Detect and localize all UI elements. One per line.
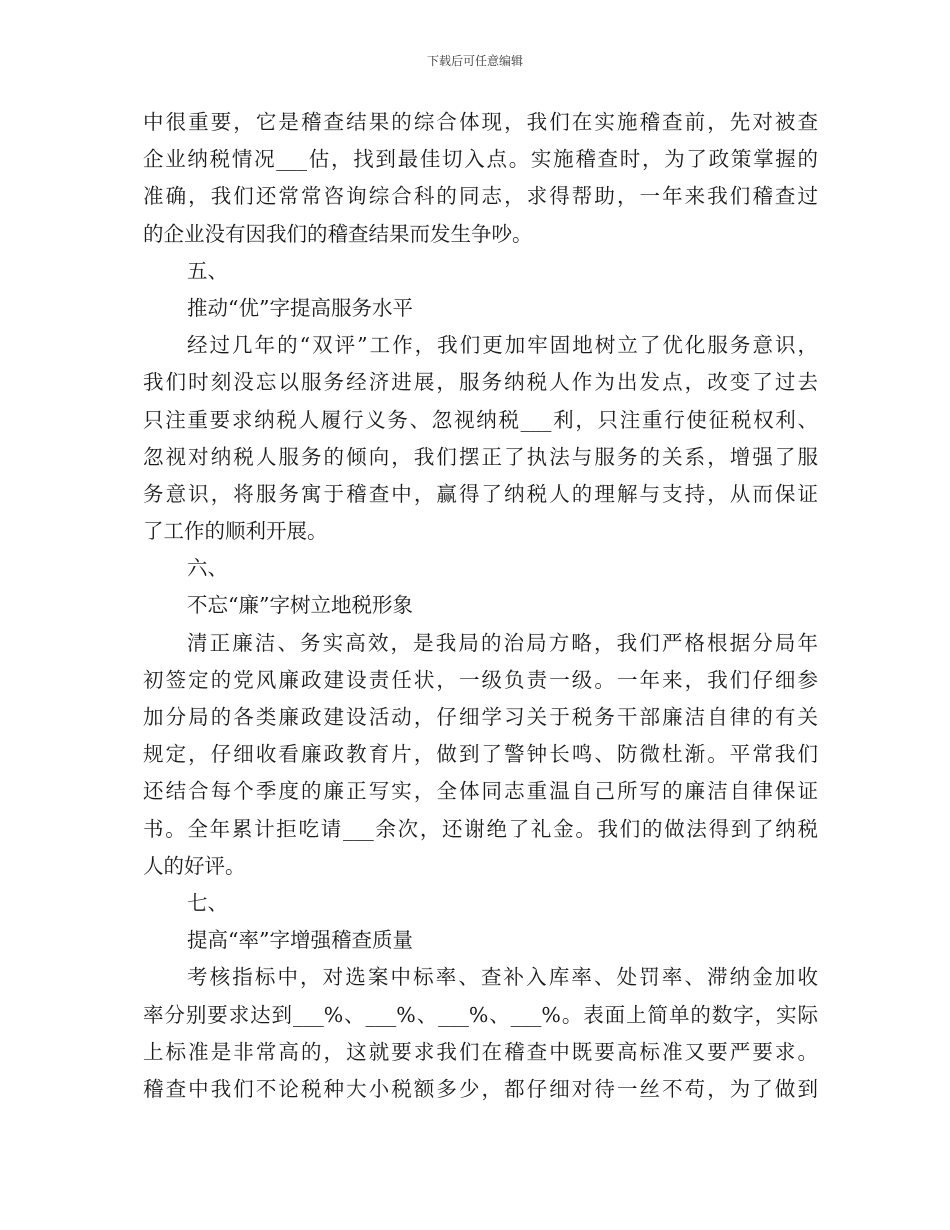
text-line: 不忘“廉”字树立地税形象 xyxy=(187,593,413,618)
text-line: 我们时刻没忘以服务经济进展，服务纳税人作为出发点，改变了过去 xyxy=(143,370,818,395)
text-line: 务意识，将服务寓于稽查中，赢得了纳税人的理解与支持，从而保证 xyxy=(143,481,818,506)
text-line: 率分别要求达到___%、___%、___%、___%。表面上简单的数字，实际 xyxy=(143,1002,818,1027)
text-line: 五、 xyxy=(187,258,228,283)
text-line: 七、 xyxy=(187,890,228,915)
text-line: 书。全年累计拒吃请___余次，还谢绝了礼金。我们的做法得到了纳税 xyxy=(143,816,818,841)
text-line: 考核指标中，对选案中标率、查补入库率、处罚率、滞纳金加收 xyxy=(187,965,818,990)
text-line: 清正廉洁、务实高效，是我局的治局方略，我们严格根据分局年 xyxy=(187,630,818,655)
text-line: 推动“优”字提高服务水平 xyxy=(187,295,413,320)
text-line: 只注重要求纳税人履行义务、忽视纳税___利，只注重行使征税权利、 xyxy=(143,407,818,432)
text-line: 准确，我们还常常咨询综合科的同志，求得帮助，一年来我们稽查过 xyxy=(143,184,818,209)
text-line: 加分局的各类廉政建设活动，仔细学习关于税务干部廉洁自律的有关 xyxy=(143,705,818,729)
document-body xyxy=(143,104,818,1108)
text-line: 还结合每个季度的廉正写实，全体同志重温自己所写的廉洁自律保证 xyxy=(143,779,818,804)
text-line: 人的好评。 xyxy=(143,853,246,878)
text-line: 提高“率”字增强稽查质量 xyxy=(187,928,413,953)
text-line: 忽视对纳税人服务的倾向，我们摆正了执法与服务的关系，增强了服 xyxy=(143,444,818,469)
text-line: 的企业没有因我们的稽查结果而发生争吵。 xyxy=(143,221,533,246)
text-line: 上标准是非常高的，这就要求我们在稽查中既要高标准又要严要求。 xyxy=(143,1039,818,1064)
text-line: 经过几年的“双评”工作，我们更加牢固地树立了优化服务意识， xyxy=(187,333,818,358)
page-header: 下载后可任意编辑 xyxy=(426,54,523,68)
text-line: 初签定的党风廉政建设责任状，一级负责一级。一年来，我们仔细参 xyxy=(143,667,818,692)
text-line: 了工作的顺利开展。 xyxy=(143,519,328,544)
text-line: 企业纳税情况___估，找到最佳切入点。实施稽查时，为了政策掌握的 xyxy=(143,147,818,172)
text-line: 中很重要，它是稽查结果的综合体现，我们在实施稽查前，先对被查 xyxy=(143,110,818,134)
text-line: 规定，仔细收看廉政教育片，做到了警钟长鸣、防微杜渐。平常我们 xyxy=(143,742,818,767)
text-line: 六、 xyxy=(187,556,228,581)
text-line: 稽查中我们不论税种大小税额多少，都仔细对待一丝不苟，为了做到 xyxy=(143,1076,818,1101)
